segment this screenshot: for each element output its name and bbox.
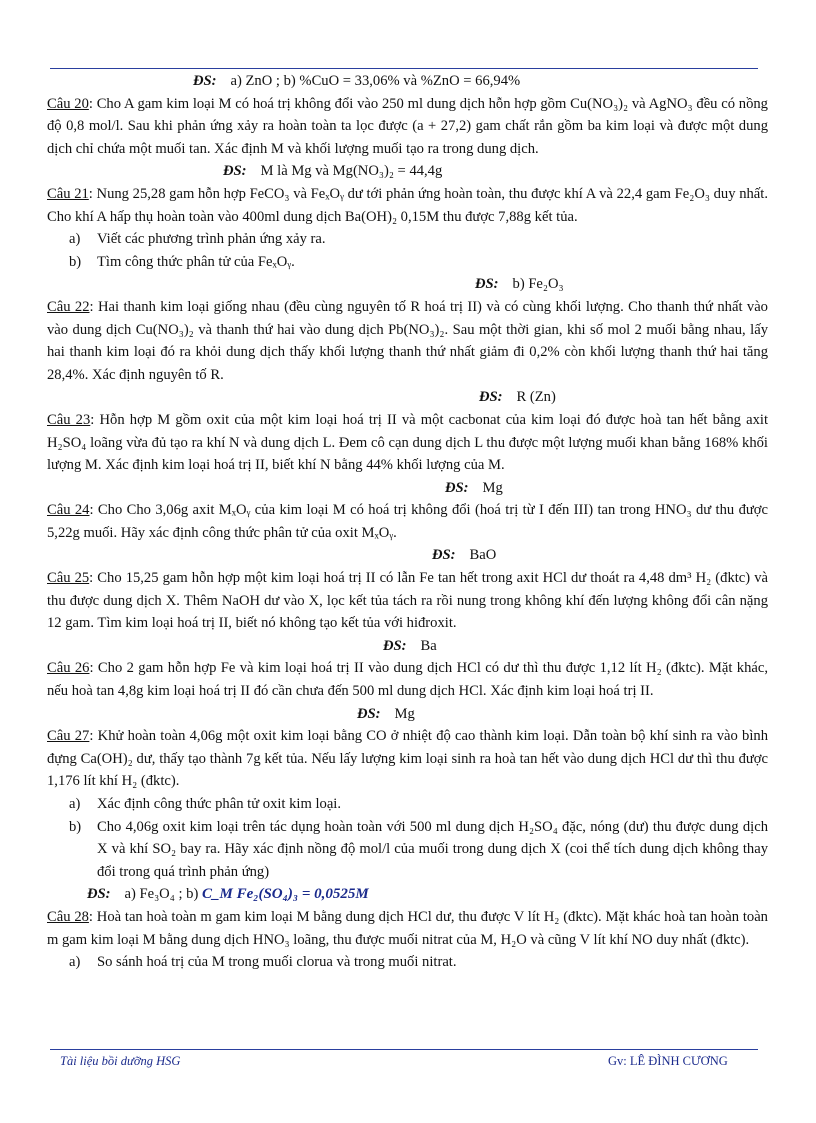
item-text: Cho 4,06g oxit kim loại trên tác dụng hoàn toàn với 500 ml dung dịch H₂SO₄ đặc, nóng (dư) thu được dung dịch X và khí SO₂ bay ra. Hãy xác định nồng độ mol/l của muối trong dung dịch X (coi thể tích dung dịch không thay đổi trong quá trình phản ứng) [97,818,768,880]
item-marker: a) [69,231,81,248]
answer-text: Ba [420,637,437,654]
answer-text: M là Mg và Mg(NO₃)₂ = 44,4g [260,163,443,180]
answer-text: a) Fe₃O₄ ; b) [124,886,199,903]
question-label: Câu 22 [47,298,90,315]
item-text: Xác định công thức phân tử oxit kim loại. [97,796,342,812]
answer-line [47,703,768,726]
answer-text: Mg [394,705,415,722]
question-26 [47,657,768,702]
question-text: : Khử hoàn toàn 4,06g một oxit kim loại bằng CO ở nhiệt độ cao thành kim loại. Dẫn toàn bộ khí sinh ra vào bình đựng Ca(OH)₂ dư, thấy tạo thành 7g kết tủa. Nếu lấy lượng kim loại sinh ra hoà tan hết vào dung dịch HCl dư thì thu được 1,176 lít khí H₂ (đktc). [47,728,768,790]
answer-line [47,883,768,906]
question-20 [47,93,768,161]
question-label: Câu 20 [47,95,89,112]
sub-item [47,228,768,251]
concentration-formula: C_M Fe₂(SO₄)₃ = 0,0525M [201,886,369,903]
answer-label: ĐS: [475,276,499,293]
answer-label: ĐS: [193,73,217,89]
item-marker: a) [69,796,81,812]
answer-line [47,160,768,183]
question-label: Câu 27 [47,728,90,745]
question-text: : Cho A gam kim loại M có hoá trị không đổi vào 250 ml dung dịch hỗn hợp gồm Cu(NO₃)₂ và AgNO₃ đều có nồng độ 0,8 mol/l. Sau khi phản ứng xảy ra hoàn toàn ta lọc được (a + 27,2) gam chất rắn gồm ba kim loại và được một dung dịch chỉ chứa một muối tan. Xác định M và khối lượng muối tạo ra trong dung dịch. [47,95,768,157]
document-body [47,70,768,974]
question-22 [47,296,768,386]
answer-text: Mg [482,479,503,496]
item-text: Tìm công thức phân tử của FeₓOᵧ. [97,253,295,270]
answer-line [47,386,768,409]
question-label: Câu 25 [47,570,90,587]
item-text: So sánh hoá trị của M trong muối clorua và trong muối nitrat. [97,954,457,971]
answer-label: ĐS: [87,886,111,903]
answer-text: b) Fe₂O₃ [512,276,564,293]
answer-label: ĐS: [479,389,503,406]
answer-line [47,273,768,296]
answer-line [47,635,768,658]
question-text: : Nung 25,28 gam hỗn hợp FeCO₃ và FeₓOᵧ dư tới phản ứng hoàn toàn, thu được khí A và 22,4 gam Fe₂O₃ duy nhất. Cho khí A hấp thụ hoàn toàn vào 400ml dung dịch Ba(OH)₂ 0,15M thu được 7,88g kết tủa. [47,185,768,225]
item-text: Viết các phương trình phản ứng xảy ra. [97,231,326,248]
question-text: : Cho 2 gam hỗn hợp Fe và kim loại hoá trị II vào dung dịch HCl có dư thì thu được 1,12 lít H₂ (đktc). Mặt khác, nếu hoà tan 4,8g kim loại hoá trị II đó cần chưa đến 500 ml dung dịch HCl. Xác định kim loại hoá trị II. [47,660,768,700]
answer-text: R (Zn) [516,389,556,406]
footer-title: Tài liệu bồi dưỡng HSG [60,1054,181,1068]
item-marker: b) [69,253,82,270]
question-text: : Hoà tan hoà toàn m gam kim loại M bằng dung dịch HCl dư, thu được V lít H₂ (đktc). Mặt khác hoà tan hoàn toàn m gam kim loại M bằng dung dịch HNO₃ loãng, thu được muối nitrat của M, H₂O và cũng V lít khí NO duy nhất (đktc). [47,908,768,948]
question-text: : Hỗn hợp M gồm oxit của một kim loại hoá trị II và một cacbonat của kim loại đó được hoà tan hết bằng axit H₂SO₄ loãng vừa đủ tạo ra khí N và dung dịch L. Đem cô cạn dung dịch L thu được một lượng muối khan bằng 168% khối lượng M. Xác định kim loại hoá trị II, biết khí N bằng 44% khối lượng của M. [47,411,768,474]
item-marker: b) [69,818,82,835]
answer-line [47,544,768,567]
question-label: Câu 28 [47,908,89,925]
question-23 [47,409,768,477]
answer-line [47,477,768,500]
answer-label: ĐS: [445,479,469,496]
answer-label: ĐS: [383,637,407,654]
question-label: Câu 21 [47,185,89,202]
answer-text: BaO [469,547,497,564]
header-rule [50,68,758,69]
question-28 [47,906,768,951]
footer-rule [50,1049,758,1050]
question-label: Câu 24 [47,502,90,519]
item-marker: a) [69,954,81,971]
answer-label: ĐS: [357,705,381,722]
question-text: : Cho Cho 3,06g axit MₓOᵧ của kim loại M có hoá trị không đổi (hoá trị từ I đến III) tan trong HNO₃ dư thu được 5,22g muối. Hãy xác định công thức phân tử của oxit MₓOᵧ. [47,502,768,541]
answer-text: a) ZnO ; b) %CuO = 33,06% và %ZnO = 66,94% [230,73,521,89]
question-27 [47,725,768,793]
question-text: : Hai thanh kim loại giống nhau (đều cùng nguyên tố R hoá trị II) và có cùng khối lượng. Cho thanh thứ nhất vào vào dung dịch Cu(NO₃)₂ và thanh thứ hai vào dung dịch Pb(NO₃)₂. Sau một thời gian, khi số mol 2 muối bằng nhau, lấy hai thanh kim loại đó ra khỏi dung dịch thấy khối lượng thanh thứ nhất giảm đi 0,2% còn khối lượng thanh thứ hai tăng 28,4%. Xác định nguyên tố R. [47,298,768,383]
sub-item [47,951,768,974]
question-25 [47,567,768,635]
footer-author: Gv: LÊ ĐÌNH CƯƠNG [608,1054,728,1068]
question-24 [47,499,768,544]
answer-line [47,70,768,93]
question-label: Câu 26 [47,660,90,677]
question-text: : Cho 15,25 gam hỗn hợp một kim loại hoá trị II có lẫn Fe tan hết trong axit HCl dư thoát ra 4,48 dm³ H₂ (đktc) và thu được dung dịch X. Thêm NaOH dư vào X, lọc kết tủa tách ra rồi nung trong không khí đến lượng không đổi cân nặng 12 gam. Tìm kim loại hoá trị II, biết nó không tạo kết tủa với hiđroxit. [47,570,768,632]
question-21 [47,183,768,228]
sub-item [47,816,768,884]
sub-item [47,251,768,274]
answer-label: ĐS: [432,547,456,564]
answer-label: ĐS: [223,163,247,180]
question-label: Câu 23 [47,411,91,428]
sub-item [47,793,768,816]
